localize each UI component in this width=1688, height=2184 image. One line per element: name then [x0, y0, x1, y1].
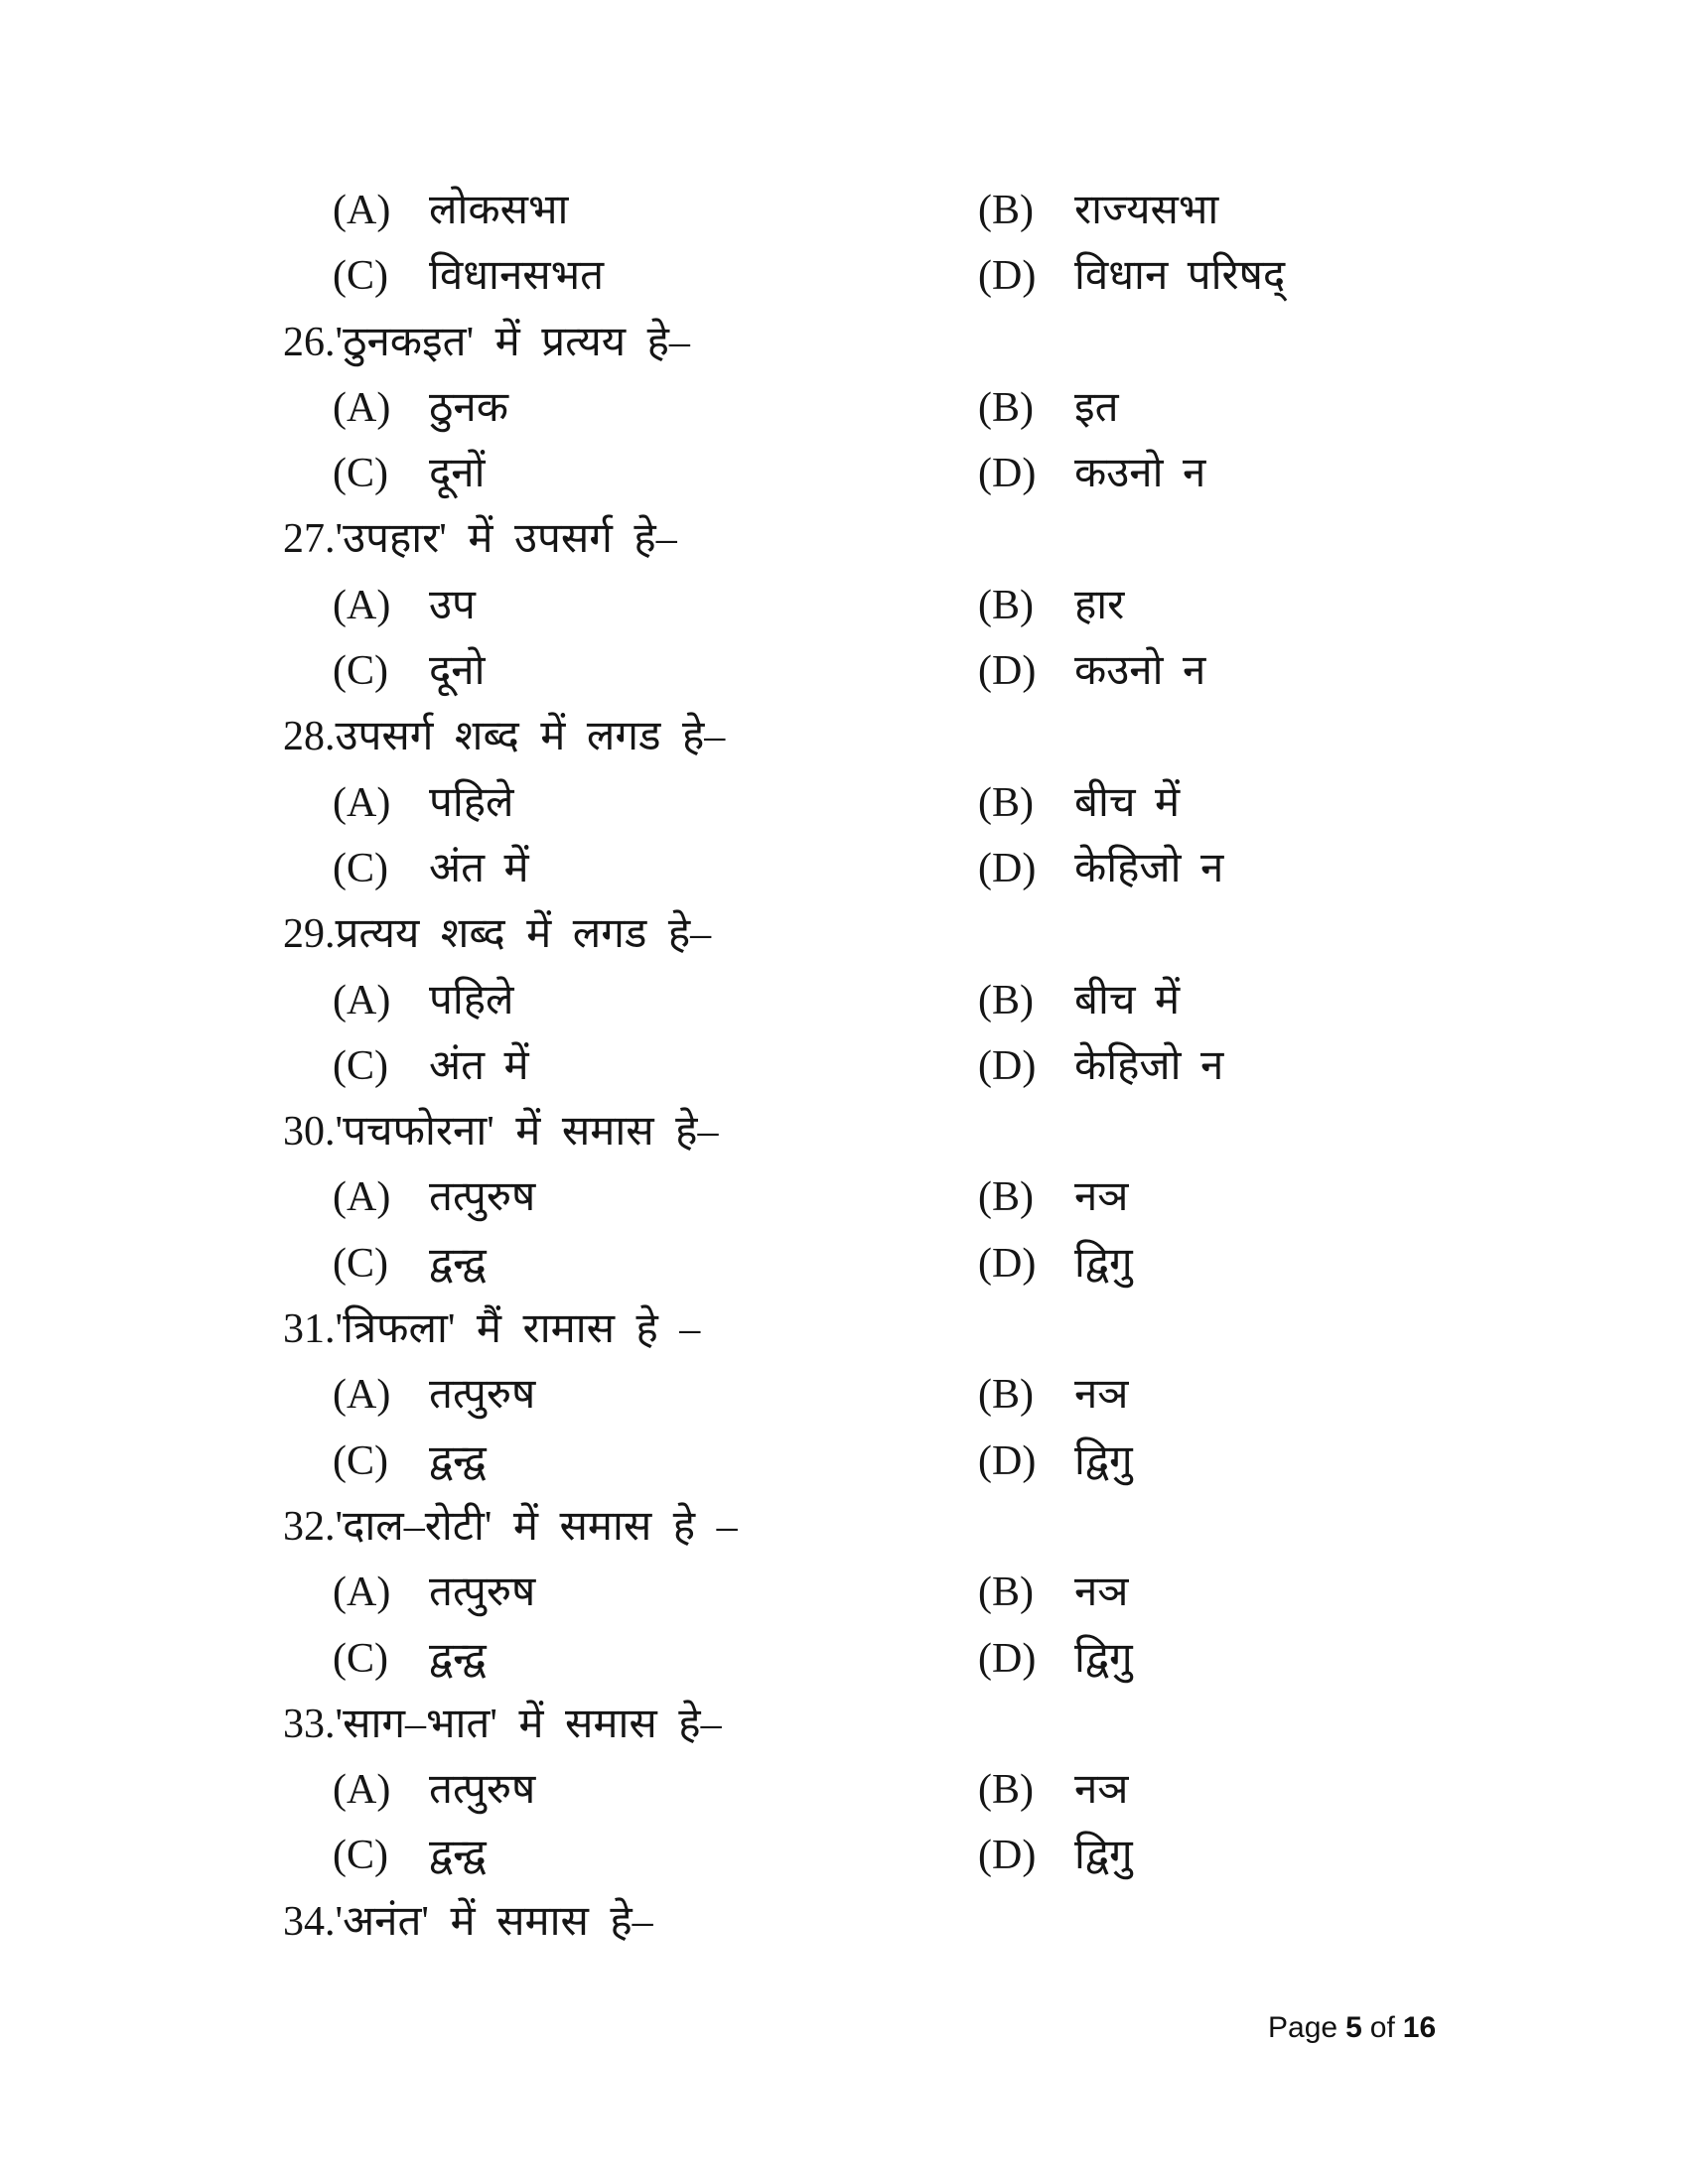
question-number: 30. [283, 1109, 336, 1156]
option-text: पहिले [429, 977, 514, 1024]
option-d [978, 836, 1223, 901]
question-text: प्रत्यय शब्द में लगड हे– [335, 911, 712, 958]
option-label: (C) [333, 648, 388, 695]
question-number: 32. [283, 1503, 336, 1550]
option-c [333, 243, 604, 309]
question-number: 33. [283, 1701, 336, 1747]
question-text: उपसर्ग शब्द में लगड हे– [335, 714, 726, 760]
option-c [333, 1033, 529, 1099]
option-label: (A) [333, 1767, 391, 1814]
option-d [978, 1033, 1223, 1099]
option-c [333, 1429, 487, 1494]
option-label: (B) [978, 977, 1034, 1024]
option-text: विधानसभत [429, 253, 605, 300]
option-b [978, 375, 1119, 441]
option-label: (B) [978, 582, 1034, 628]
option-label: (B) [978, 188, 1034, 233]
option-text: द्वन्द्व [429, 1437, 487, 1484]
option-label: (B) [978, 384, 1034, 431]
option-text: अंत में [429, 845, 529, 891]
option-text: उप [429, 582, 476, 628]
option-text: कउनो न [1074, 648, 1206, 695]
question-27 [0, 506, 1688, 572]
option-b [978, 1362, 1128, 1428]
option-row [0, 1823, 1688, 1888]
question-text: 'उपहार' में उपसर्ग हे– [335, 516, 677, 563]
option-text: बीच में [1074, 977, 1181, 1024]
footer-total-pages: 16 [1402, 2011, 1437, 2044]
question-30 [0, 1099, 1688, 1164]
question-text: 'साग–भात' में समास हे– [335, 1701, 722, 1747]
question-number: 29. [283, 911, 336, 958]
question-32 [0, 1494, 1688, 1560]
option-c [333, 638, 486, 704]
option-text: बीच में [1074, 779, 1181, 826]
option-c [333, 1231, 487, 1297]
option-label: (B) [978, 779, 1034, 826]
option-label: (A) [333, 1174, 391, 1221]
question-34 [0, 1889, 1688, 1955]
option-text: हार [1074, 582, 1125, 628]
option-label: (D) [978, 1437, 1037, 1484]
option-label: (C) [333, 845, 388, 891]
option-label: (C) [333, 1437, 388, 1484]
question-text: 'अनंत' में समास हे– [335, 1898, 653, 1945]
option-text: नञ [1074, 1570, 1129, 1616]
option-c [333, 1626, 487, 1692]
option-text: तत्पुरुष [429, 1174, 536, 1221]
option-text: ठुनक [429, 384, 508, 431]
option-row [0, 375, 1688, 441]
option-text: दूनो [429, 648, 486, 695]
option-text: द्विगु [1074, 1240, 1133, 1287]
option-text: नञ [1074, 1174, 1129, 1221]
option-d [978, 1429, 1133, 1494]
option-label: (A) [333, 384, 391, 431]
option-label: (C) [333, 253, 388, 300]
option-label: (D) [978, 451, 1037, 497]
option-row [0, 1757, 1688, 1823]
option-label: (C) [333, 1042, 388, 1089]
option-text: लोकसभा [429, 188, 569, 233]
option-label: (B) [978, 1570, 1034, 1616]
option-text: नञ [1074, 1372, 1129, 1419]
option-row [0, 836, 1688, 901]
question-text: 'पचफोरना' में समास हे– [335, 1109, 719, 1156]
option-label: (D) [978, 1240, 1037, 1287]
option-label: (B) [978, 1767, 1034, 1814]
option-b [978, 968, 1180, 1033]
question-text: 'दाल–रोटी' में समास हे – [335, 1503, 738, 1550]
question-number: 31. [283, 1306, 336, 1353]
option-d [978, 441, 1205, 506]
question-31 [0, 1297, 1688, 1362]
question-33 [0, 1692, 1688, 1757]
option-b [978, 573, 1124, 638]
option-d [978, 1626, 1133, 1692]
option-b [978, 1164, 1128, 1230]
option-text: द्विगु [1074, 1833, 1133, 1879]
option-label: (D) [978, 648, 1037, 695]
option-text: द्विगु [1074, 1635, 1133, 1682]
option-text: नञ [1074, 1767, 1129, 1814]
question-number: 26. [283, 319, 336, 365]
option-a [333, 968, 514, 1033]
option-row [0, 638, 1688, 704]
question-paper-content [0, 178, 1688, 1955]
option-b [978, 1757, 1128, 1823]
option-text: अंत में [429, 1042, 529, 1089]
option-d [978, 638, 1205, 704]
option-row [0, 243, 1688, 309]
option-label: (A) [333, 582, 391, 628]
option-text: विधान परिषद् [1074, 253, 1286, 300]
question-number: 34. [283, 1898, 336, 1945]
option-row [0, 178, 1688, 243]
option-text: तत्पुरुष [429, 1372, 536, 1419]
question-text: 'त्रिफला' मैं रामास हे – [335, 1306, 701, 1353]
option-text: कउनो न [1074, 451, 1206, 497]
option-label: (A) [333, 977, 391, 1024]
option-text: द्विगु [1074, 1437, 1133, 1484]
option-text: तत्पुरुष [429, 1767, 536, 1814]
option-a [333, 1362, 535, 1428]
option-label: (B) [978, 1174, 1034, 1221]
option-row [0, 1429, 1688, 1494]
option-label: (C) [333, 1833, 388, 1879]
option-label: (C) [333, 451, 388, 497]
option-label: (D) [978, 845, 1037, 891]
footer-page-label: Page [1268, 2011, 1338, 2044]
option-text: केहिजो न [1074, 845, 1224, 891]
option-row [0, 968, 1688, 1033]
option-text: द्वन्द्व [429, 1240, 487, 1287]
question-number: 27. [283, 516, 336, 563]
option-label: (D) [978, 1042, 1037, 1089]
option-text: तत्पुरुष [429, 1570, 536, 1616]
option-a [333, 1164, 535, 1230]
option-label: (A) [333, 188, 391, 233]
option-row [0, 1231, 1688, 1297]
option-text: द्वन्द्व [429, 1635, 487, 1682]
option-row [0, 1164, 1688, 1230]
option-row [0, 1362, 1688, 1428]
footer-of-label: of [1369, 2011, 1395, 2044]
option-row [0, 573, 1688, 638]
question-number: 28. [283, 714, 336, 760]
option-label: (C) [333, 1635, 388, 1682]
option-text: पहिले [429, 779, 514, 826]
footer-current-page: 5 [1345, 2011, 1362, 2044]
option-row [0, 770, 1688, 836]
option-a [333, 770, 514, 836]
option-b [978, 770, 1180, 836]
question-26 [0, 310, 1688, 375]
option-label: (C) [333, 1240, 388, 1287]
option-label: (A) [333, 1570, 391, 1616]
option-text: राज्यसभा [1074, 188, 1219, 233]
option-c [333, 836, 529, 901]
question-text: 'ठुनकइत' में प्रत्यय हे– [335, 319, 690, 365]
option-b [978, 1560, 1128, 1625]
option-label: (D) [978, 1635, 1037, 1682]
option-d [978, 243, 1285, 309]
question-29 [0, 901, 1688, 967]
option-label: (A) [333, 1372, 391, 1419]
option-d [978, 1823, 1133, 1888]
option-d [978, 1231, 1133, 1297]
option-row [0, 441, 1688, 506]
option-a [333, 178, 568, 243]
option-row [0, 1626, 1688, 1692]
option-text: दूनों [429, 451, 486, 497]
option-a [333, 573, 476, 638]
option-row [0, 1560, 1688, 1625]
option-c [333, 441, 486, 506]
option-a [333, 1757, 535, 1823]
option-c [333, 1823, 487, 1888]
option-label: (A) [333, 779, 391, 826]
option-label: (B) [978, 1372, 1034, 1419]
option-label: (D) [978, 1833, 1037, 1879]
option-label: (D) [978, 253, 1037, 300]
option-text: इत [1074, 384, 1119, 431]
option-b [978, 178, 1218, 243]
option-row [0, 1033, 1688, 1099]
option-text: द्वन्द्व [429, 1833, 487, 1879]
question-28 [0, 704, 1688, 769]
option-a [333, 1560, 535, 1625]
option-a [333, 375, 508, 441]
page-footer [1268, 2011, 1436, 2045]
option-text: केहिजो न [1074, 1042, 1224, 1089]
